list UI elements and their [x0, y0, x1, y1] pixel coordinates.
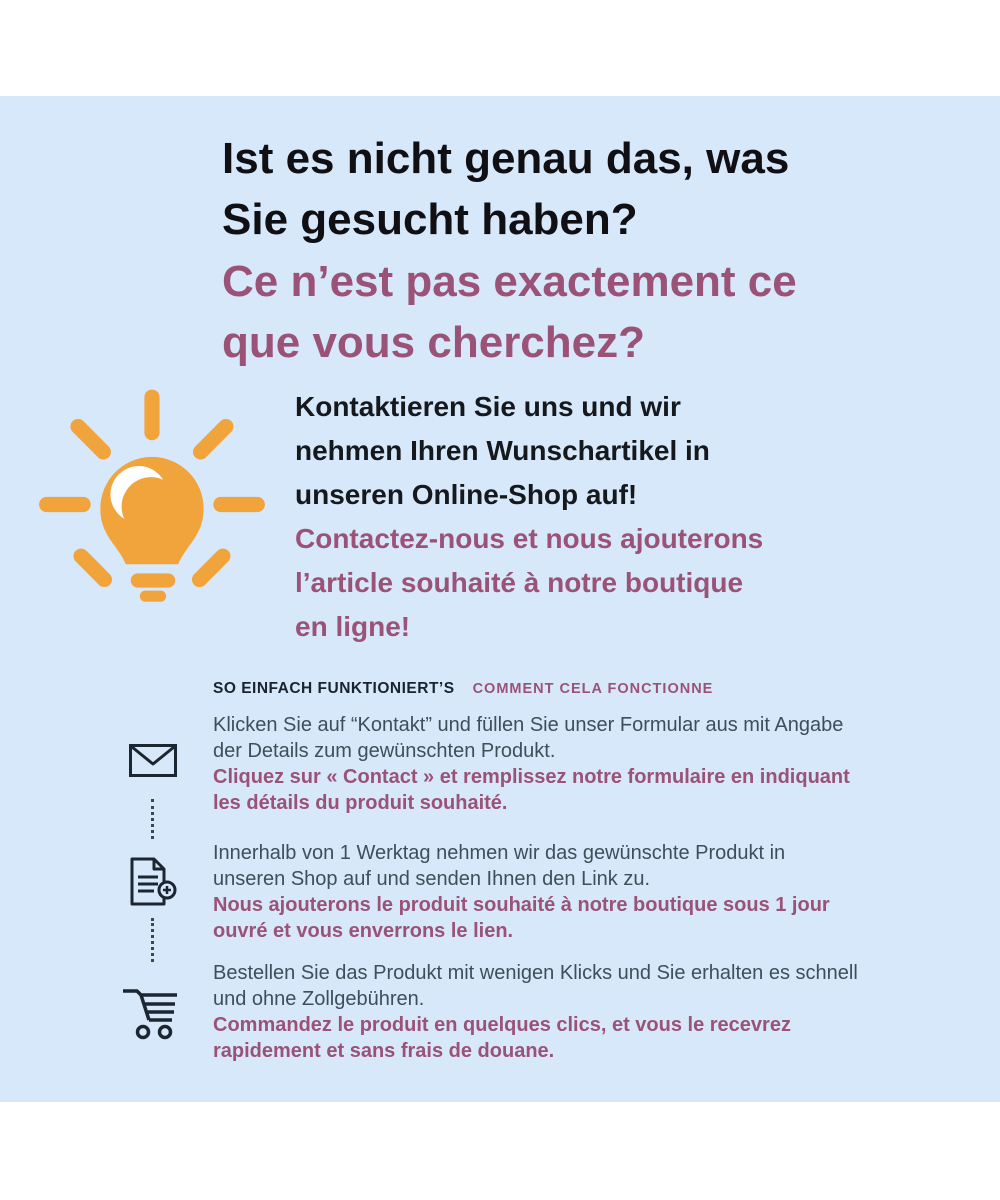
- step-2-french-line: Nous ajouterons le produit souhaité à notre boutique sous 1 jour: [213, 894, 830, 916]
- intro-french-line: l’article souhaité à notre boutique: [295, 567, 744, 598]
- how-it-works-header: [213, 680, 713, 698]
- intro-french-line: Contactez-nous et nous ajouterons: [295, 523, 764, 554]
- headline-french-line: Ce n’est pas exactement ce: [222, 257, 797, 306]
- how-it-works-french: COMMENT CELA FONCTIONNE: [472, 681, 714, 697]
- how-it-works-german: SO EINFACH FUNKTIONIERT’S: [213, 680, 455, 697]
- step-1-french-line: Cliquez sur « Contact » et remplissez notre formulaire en indiquant: [213, 766, 850, 788]
- intro-german-line: nehmen Ihren Wunschartikel in: [295, 435, 710, 466]
- step-2-german-line: unseren Shop auf und senden Ihnen den Link zu.: [213, 868, 651, 890]
- headline-german: [222, 128, 789, 250]
- step-2: [213, 840, 953, 944]
- step-3: [213, 960, 953, 1064]
- step-3-french-line: rapidement et sans frais de douane.: [213, 1040, 555, 1062]
- intro-text: [295, 385, 763, 649]
- step-1-german-line: der Details zum gewünschten Produkt.: [213, 740, 556, 762]
- step-3-german-line: und ohne Zollgebühren.: [213, 988, 425, 1010]
- headline-german-line: Sie gesucht haben?: [222, 195, 638, 244]
- step-3-french-line: Commandez le produit en quelques clics, et vous le recevrez: [213, 1014, 791, 1036]
- envelope-icon: [129, 744, 177, 777]
- step-connector-dotted-line: [151, 799, 154, 839]
- step-1-french-line: les détails du produit souhaité.: [213, 792, 508, 814]
- intro-french-line: en ligne!: [295, 611, 411, 642]
- document-add-icon: [130, 857, 177, 907]
- headline-french: [222, 251, 797, 373]
- step-connector-dotted-line: [151, 918, 154, 962]
- headline-german-line: Ist es nicht genau das, was: [222, 134, 790, 183]
- step-3-german-line: Bestellen Sie das Produkt mit wenigen Klicks und Sie erhalten es schnell: [213, 962, 858, 984]
- step-1-german-line: Klicken Sie auf “Kontakt” und füllen Sie unser Formular aus mit Angabe: [213, 714, 844, 736]
- intro-german-line: unseren Online-Shop auf!: [295, 479, 638, 510]
- headline-french-line: que vous cherchez?: [222, 318, 646, 367]
- step-1: [213, 712, 953, 816]
- shopping-cart-icon: [120, 986, 180, 1040]
- intro-german-line: Kontaktieren Sie uns und wir: [295, 391, 681, 422]
- step-2-french-line: ouvré et vous enverrons le lien.: [213, 920, 514, 942]
- step-2-german-line: Innerhalb von 1 Werktag nehmen wir das gewünschte Produkt in: [213, 842, 786, 864]
- lightbulb-icon: [36, 384, 272, 622]
